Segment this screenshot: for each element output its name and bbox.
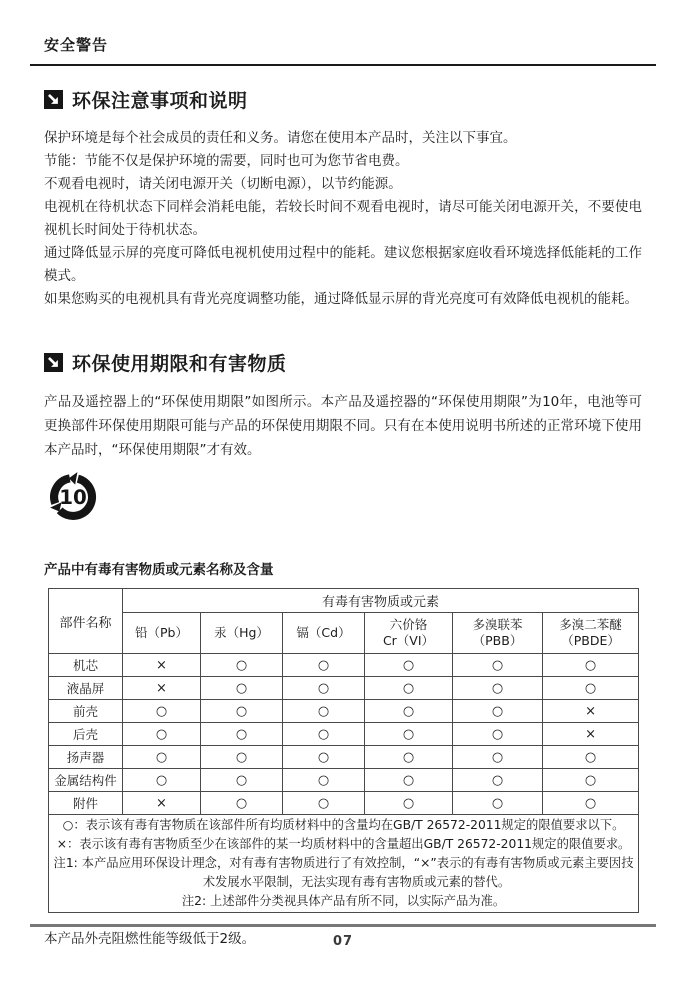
value-cell: ○ [123, 700, 201, 723]
substance-header: 多溴联苯 （PBB） [453, 613, 543, 654]
value-cell: ○ [365, 792, 453, 815]
value-cell: ○ [201, 700, 283, 723]
part-name-cell: 附件 [49, 792, 123, 815]
value-cell: ○ [283, 677, 365, 700]
body-paragraph: 节能：节能不仅是保护环境的需要，同时也可为您节省电费。 [44, 153, 409, 169]
title-divider [30, 64, 656, 66]
table-row [49, 654, 639, 677]
value-cell: ○ [453, 654, 543, 677]
column-header-group: 有毒有害物质或元素 [123, 589, 639, 613]
value-cell: ○ [453, 769, 543, 792]
value-cell: ○ [543, 746, 639, 769]
value-cell: ○ [283, 700, 365, 723]
epup-years-label: 10 [59, 486, 87, 510]
part-name-cell: 后壳 [49, 723, 123, 746]
value-cell: ○ [123, 769, 201, 792]
part-name-cell: 前壳 [49, 700, 123, 723]
hazard-table-caption: 产品中有毒有害物质或元素名称及含量 [44, 562, 274, 578]
column-header-part: 部件名称 [49, 589, 123, 654]
section-body [30, 390, 656, 462]
section-heading [44, 86, 656, 113]
table-row [49, 723, 639, 746]
diagonal-arrow-square-icon [44, 353, 63, 372]
value-cell: ○ [543, 654, 639, 677]
substance-header: 多溴二苯醚 （PBDE） [543, 613, 639, 654]
value-cell: ○ [453, 677, 543, 700]
substance-header: 铅（Pb） [123, 613, 201, 654]
substance-header: 镉（Cd） [283, 613, 365, 654]
footnote-1: 注1: 本产品应用环保设计理念，对有毒有害物质进行了有效控制，“×”表示的有毒有害物质或元素主要因技术发展水平限制，无法实现有毒有害物质或元素的替代。 [53, 856, 634, 889]
section-heading [44, 349, 656, 376]
table-row [49, 700, 639, 723]
section-eco-notes [30, 86, 656, 311]
value-cell: ○ [365, 746, 453, 769]
value-cell: ○ [201, 769, 283, 792]
body-paragraph: 不观看电视时，请关闭电源开关（切断电源），以节约能源。 [44, 176, 402, 192]
section-title: 环保使用期限和有害物质 [72, 353, 287, 375]
substance-header: 汞（Hg） [201, 613, 283, 654]
substance-header: 六价铬 Cr（VI） [365, 613, 453, 654]
value-cell: ○ [453, 792, 543, 815]
value-cell: × [123, 677, 201, 700]
value-cell: × [543, 700, 639, 723]
section-epup [30, 349, 656, 524]
table-notes-row [49, 815, 639, 913]
value-cell: ○ [123, 723, 201, 746]
value-cell: ○ [283, 746, 365, 769]
footnote-2: 注2: 上述部件分类视具体产品有所不同，以实际产品为准。 [181, 894, 506, 908]
value-cell: ○ [543, 677, 639, 700]
value-cell: ○ [201, 677, 283, 700]
legend-cross-note: ×：表示该有毒有害物质至少在该部件的某一均质材料中的含量超出GB/T 26572-2011规定的限值要求。 [56, 837, 631, 851]
value-cell: ○ [283, 769, 365, 792]
value-cell: ○ [365, 654, 453, 677]
epup-10-year-recycle-icon [46, 470, 100, 524]
value-cell: × [123, 654, 201, 677]
value-cell: ○ [283, 792, 365, 815]
value-cell: × [543, 723, 639, 746]
value-cell: ○ [365, 769, 453, 792]
part-name-cell: 机芯 [49, 654, 123, 677]
section-body [30, 127, 656, 311]
body-paragraph: 如果您购买的电视机具有背光亮度调整功能，通过降低显示屏的背光亮度可有效降低电视机的能耗。 [44, 291, 638, 307]
value-cell: ○ [365, 723, 453, 746]
page-footer [30, 924, 656, 949]
page-title: 安全警告 [44, 36, 109, 54]
flame-retardancy-note: 本产品外壳阻燃性能等级低于2级。 [44, 931, 256, 947]
table-row [49, 677, 639, 700]
hazard-substance-table [48, 588, 639, 913]
value-cell: ○ [365, 700, 453, 723]
section-title: 环保注意事项和说明 [72, 90, 248, 112]
footer-divider [30, 924, 656, 927]
value-cell: ○ [201, 723, 283, 746]
value-cell: ○ [123, 746, 201, 769]
value-cell: ○ [283, 654, 365, 677]
body-paragraph: 保护环境是每个社会成员的责任和义务。请您在使用本产品时，关注以下事宜。 [44, 130, 517, 146]
page-number: 07 [332, 934, 354, 949]
value-cell: ○ [543, 792, 639, 815]
value-cell: ○ [201, 654, 283, 677]
substance-header-row [49, 613, 639, 654]
body-paragraph: 产品及遥控器上的“环保使用期限”如图所示。本产品及遥控器的“环保使用期限”为10年，电池等可更换部件环保使用期限可能与产品的环保使用期限不同。只有在本使用说明书所述的正常环境下使用本产品时，“环保使用期限”才有效。 [44, 394, 642, 458]
value-cell: ○ [453, 746, 543, 769]
value-cell: ○ [543, 769, 639, 792]
value-cell: ○ [283, 723, 365, 746]
part-name-cell: 扬声器 [49, 746, 123, 769]
diagonal-arrow-square-icon [44, 90, 63, 109]
part-name-cell: 液晶屏 [49, 677, 123, 700]
value-cell: ○ [453, 700, 543, 723]
body-paragraph: 通过降低显示屏的亮度可降低电视机使用过程中的能耗。建议您根据家庭收看环境选择低能耗的工作模式。 [44, 245, 642, 284]
value-cell: ○ [365, 677, 453, 700]
value-cell: ○ [453, 723, 543, 746]
table-row [49, 746, 639, 769]
value-cell: ○ [201, 792, 283, 815]
table-notes [49, 815, 639, 913]
table-row [49, 769, 639, 792]
table-row [49, 792, 639, 815]
body-paragraph: 电视机在待机状态下同样会消耗电能，若较长时间不观看电视时，请尽可能关闭电源开关，不要使电视机长时间处于待机状态。 [44, 199, 642, 238]
legend-circle-note: ○：表示该有毒有害物质在该部件所有均质材料中的含量均在GB/T 26572-2011规定的限值要求以下。 [62, 818, 625, 832]
part-name-cell: 金属结构件 [49, 769, 123, 792]
value-cell: × [123, 792, 201, 815]
value-cell: ○ [201, 746, 283, 769]
